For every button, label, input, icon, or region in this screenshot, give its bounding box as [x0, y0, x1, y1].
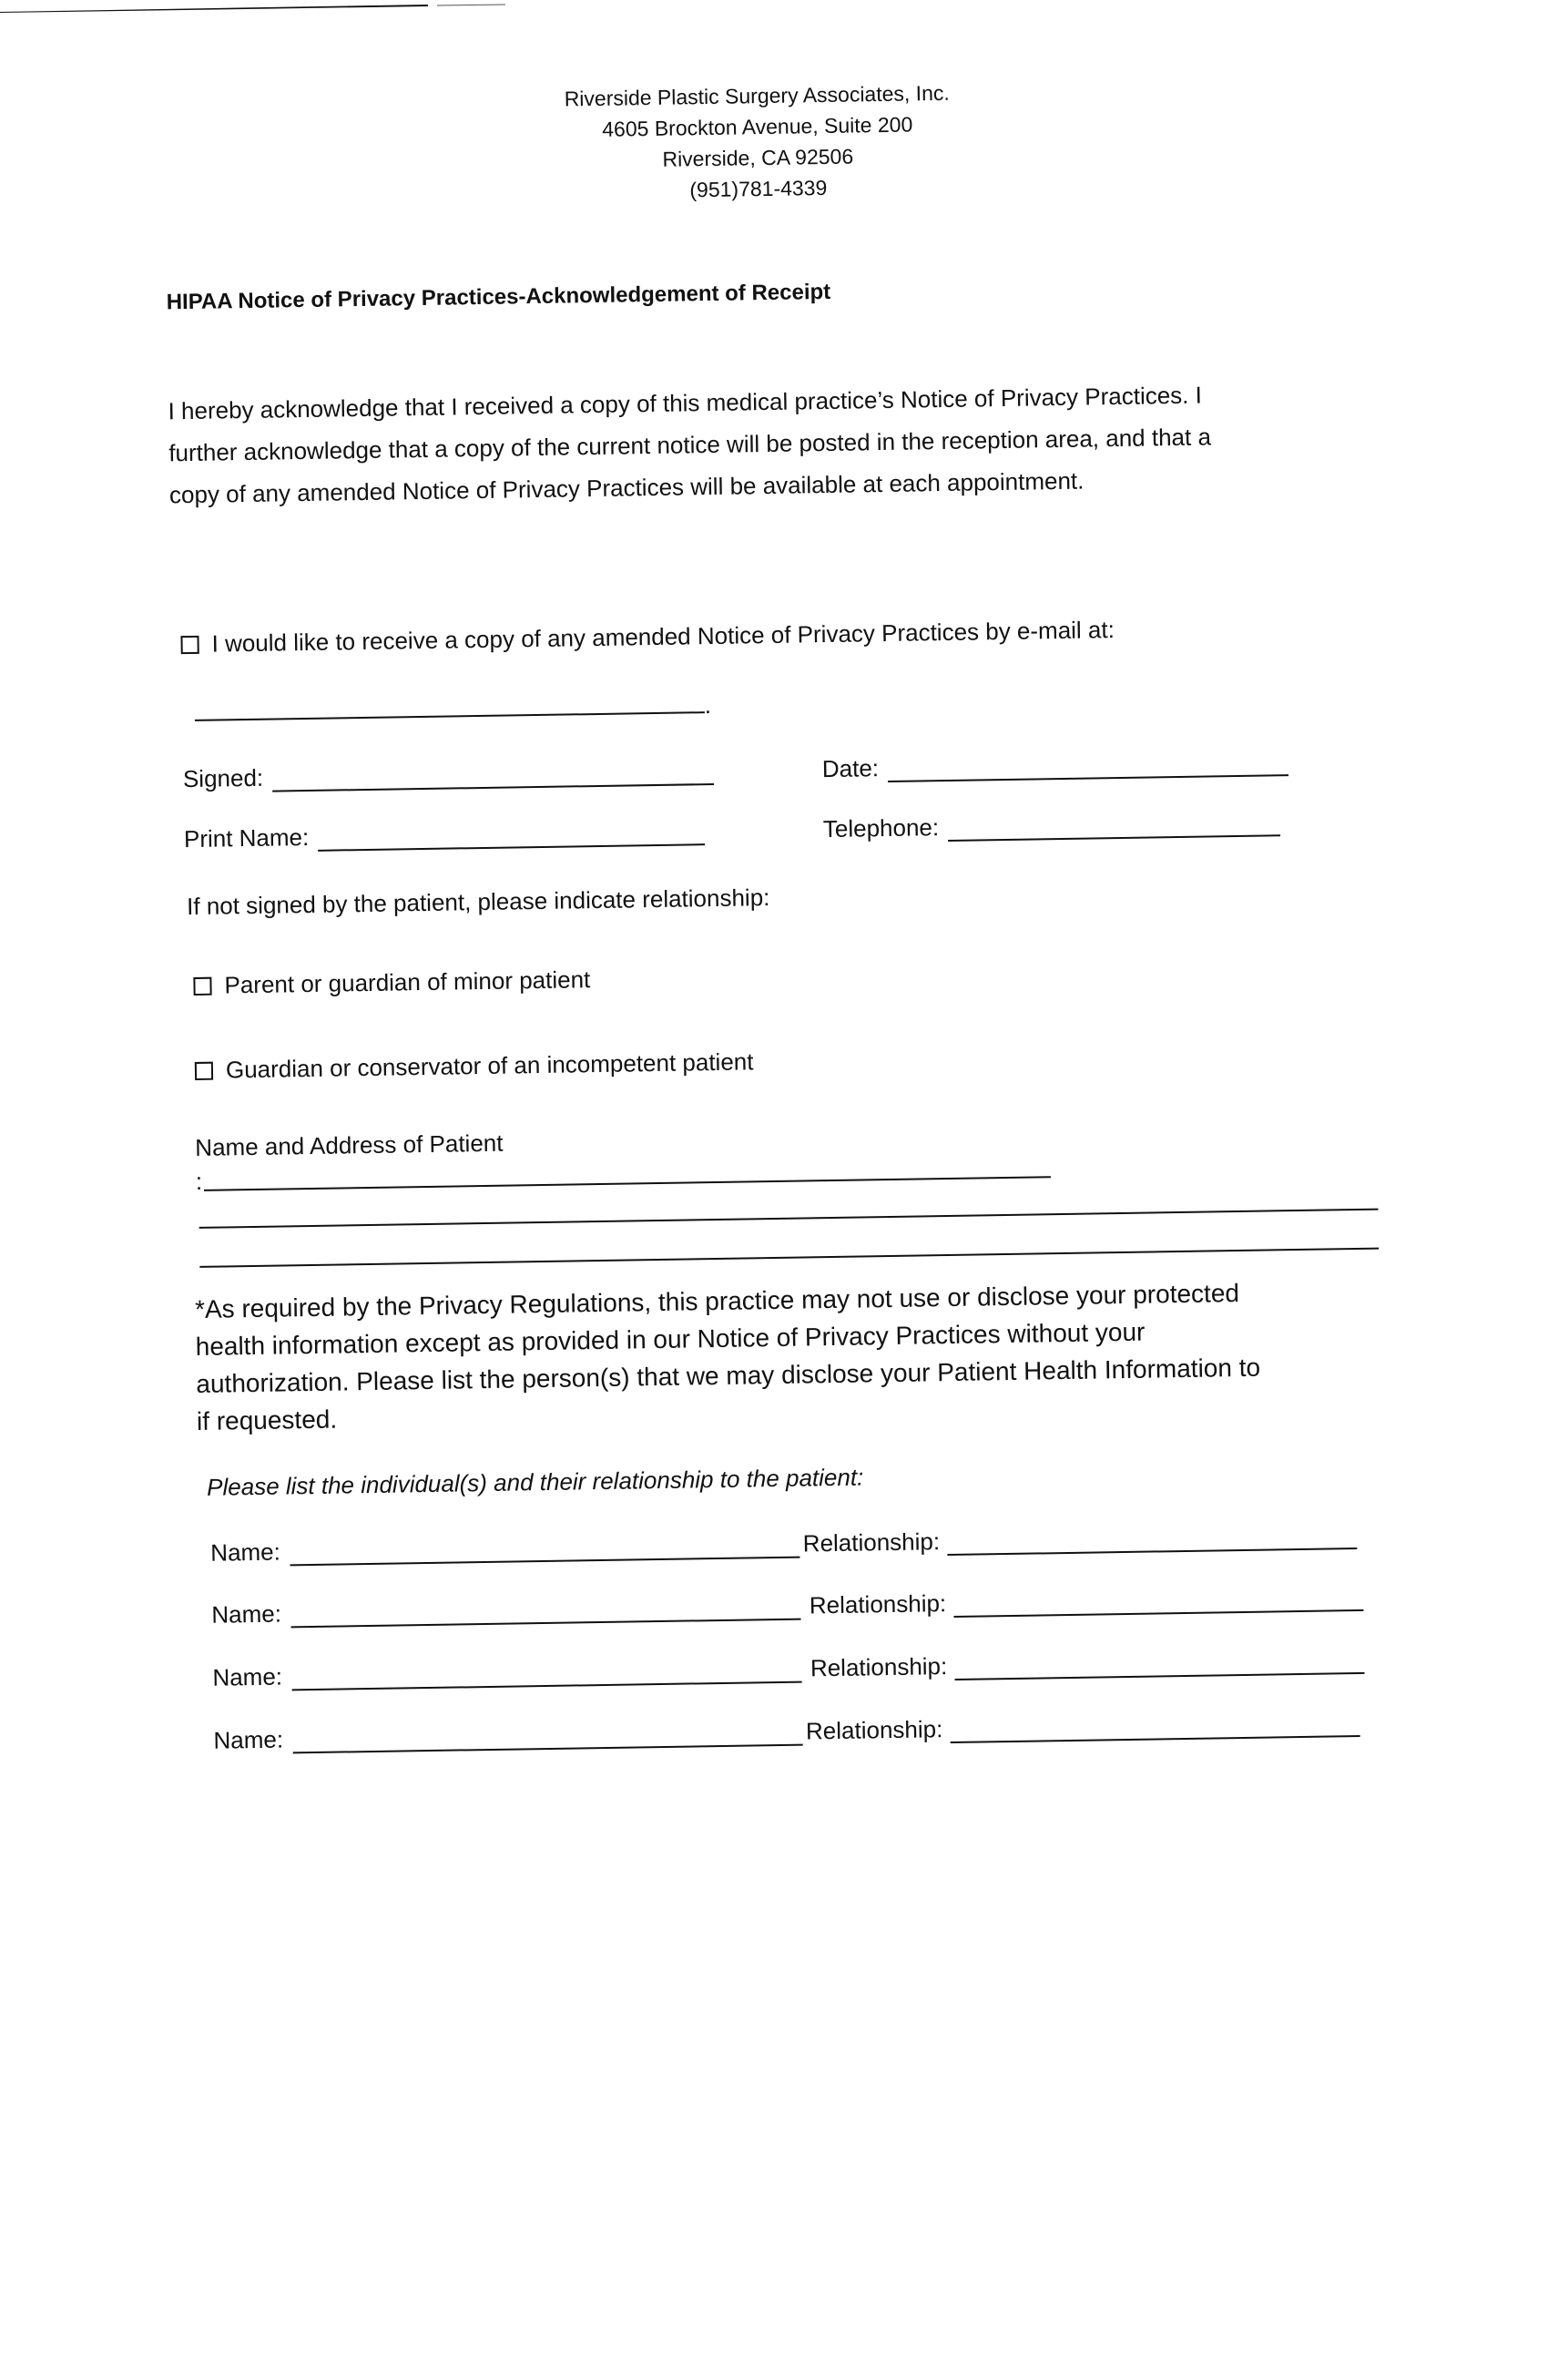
email-option-label: I would like to receive a copy of any amended Notice of Privacy Practices by e-mail at: [211, 616, 1115, 658]
name-label: Name: [210, 1537, 281, 1567]
relationship-label: Relationship: [810, 1652, 948, 1682]
phone-number: (951)781-4339 [689, 175, 828, 202]
disclosure-line: if requested. [196, 1405, 338, 1435]
relationship-line[interactable] [950, 1715, 1360, 1743]
patient-address-line-3[interactable] [199, 1248, 1379, 1268]
date-line[interactable] [888, 754, 1288, 782]
form-title: HIPAA Notice of Privacy Practices-Acknowledgement of Receipt [166, 279, 831, 315]
company-name: Riverside Plastic Surgery Associates, Inc. [564, 80, 950, 111]
signed-field[interactable] [183, 757, 715, 793]
address-line-1: 4605 Brockton Avenue, Suite 200 [602, 112, 913, 141]
patient-address-line-1[interactable] [204, 1176, 1051, 1191]
email-suffix: . [704, 691, 712, 720]
table-row[interactable] [212, 1646, 1364, 1692]
letterhead [392, 75, 1123, 210]
relationship-label: Relationship: [809, 1589, 947, 1619]
relationship-line[interactable] [947, 1527, 1357, 1556]
name-line[interactable] [290, 1537, 799, 1567]
acknowledgement-line: I hereby acknowledge that I received a copy of this medical practice’s Notice of Privacy Practices. I [168, 381, 1203, 425]
relationship-label: Relationship: [805, 1715, 943, 1745]
email-option[interactable] [180, 616, 1115, 659]
patient-colon: : [195, 1167, 203, 1195]
signed-line[interactable] [272, 763, 714, 792]
print-name-label: Print Name: [183, 822, 310, 853]
acknowledgement-line: copy of any amended Notice of Privacy Practices will be available at each appointment. [168, 466, 1085, 509]
relationship-label: Relationship: [802, 1527, 941, 1558]
table-row[interactable] [213, 1709, 1360, 1755]
relationship-line[interactable] [954, 1652, 1364, 1680]
guardian-option[interactable] [195, 1047, 754, 1085]
parent-checkbox[interactable] [193, 977, 211, 996]
print-name-line[interactable] [318, 823, 705, 852]
name-line[interactable] [291, 1661, 801, 1691]
acknowledgement-line: further acknowledge that a copy of the current notice will be posted in the reception area, and that a [168, 423, 1212, 467]
parent-option-label: Parent or guardian of minor patient [224, 965, 591, 999]
disclosure-line: authorization. Please list the person(s) that we may disclose your Patient Health Information to [196, 1353, 1261, 1398]
name-label: Name: [213, 1725, 284, 1754]
telephone-label: Telephone: [822, 813, 940, 843]
name-label: Name: [212, 1662, 283, 1691]
relationship-line[interactable] [953, 1589, 1363, 1618]
disclosure-line: health information except as provided in our Notice of Privacy Practices without your [195, 1317, 1146, 1361]
table-row[interactable] [211, 1583, 1363, 1629]
date-label: Date: [821, 754, 880, 783]
parent-option[interactable] [193, 965, 590, 1000]
relationship-prompt: If not signed by the patient, please indicate relationship: [186, 884, 770, 921]
email-line[interactable] [195, 691, 705, 721]
signed-label: Signed: [182, 763, 264, 793]
guardian-checkbox[interactable] [195, 1062, 213, 1080]
disclosure-line: *As required by the Privacy Regulations, this practice may not use or disclose your protected [194, 1278, 1240, 1324]
name-line[interactable] [290, 1599, 800, 1629]
email-field[interactable] [195, 691, 712, 728]
name-label: Name: [211, 1599, 282, 1629]
telephone-line[interactable] [948, 814, 1280, 842]
patient-label: Name and Address of Patient [195, 1129, 504, 1161]
name-line[interactable] [292, 1724, 802, 1754]
print-name-field[interactable] [184, 817, 706, 853]
patient-address-line-2[interactable] [199, 1209, 1379, 1229]
email-checkbox[interactable] [180, 636, 199, 654]
guardian-option-label: Guardian or conservator of an incompetent patient [225, 1047, 754, 1084]
disclosure-instruction: Please list the individual(s) and their relationship to the patient: [206, 1463, 864, 1501]
disclosure-note [195, 1272, 1399, 1440]
address-line-2: Riverside, CA 92506 [662, 144, 854, 171]
table-row[interactable] [210, 1521, 1357, 1568]
acknowledgement-paragraph [168, 372, 1344, 516]
date-field[interactable] [822, 748, 1289, 783]
telephone-field[interactable] [823, 808, 1281, 843]
